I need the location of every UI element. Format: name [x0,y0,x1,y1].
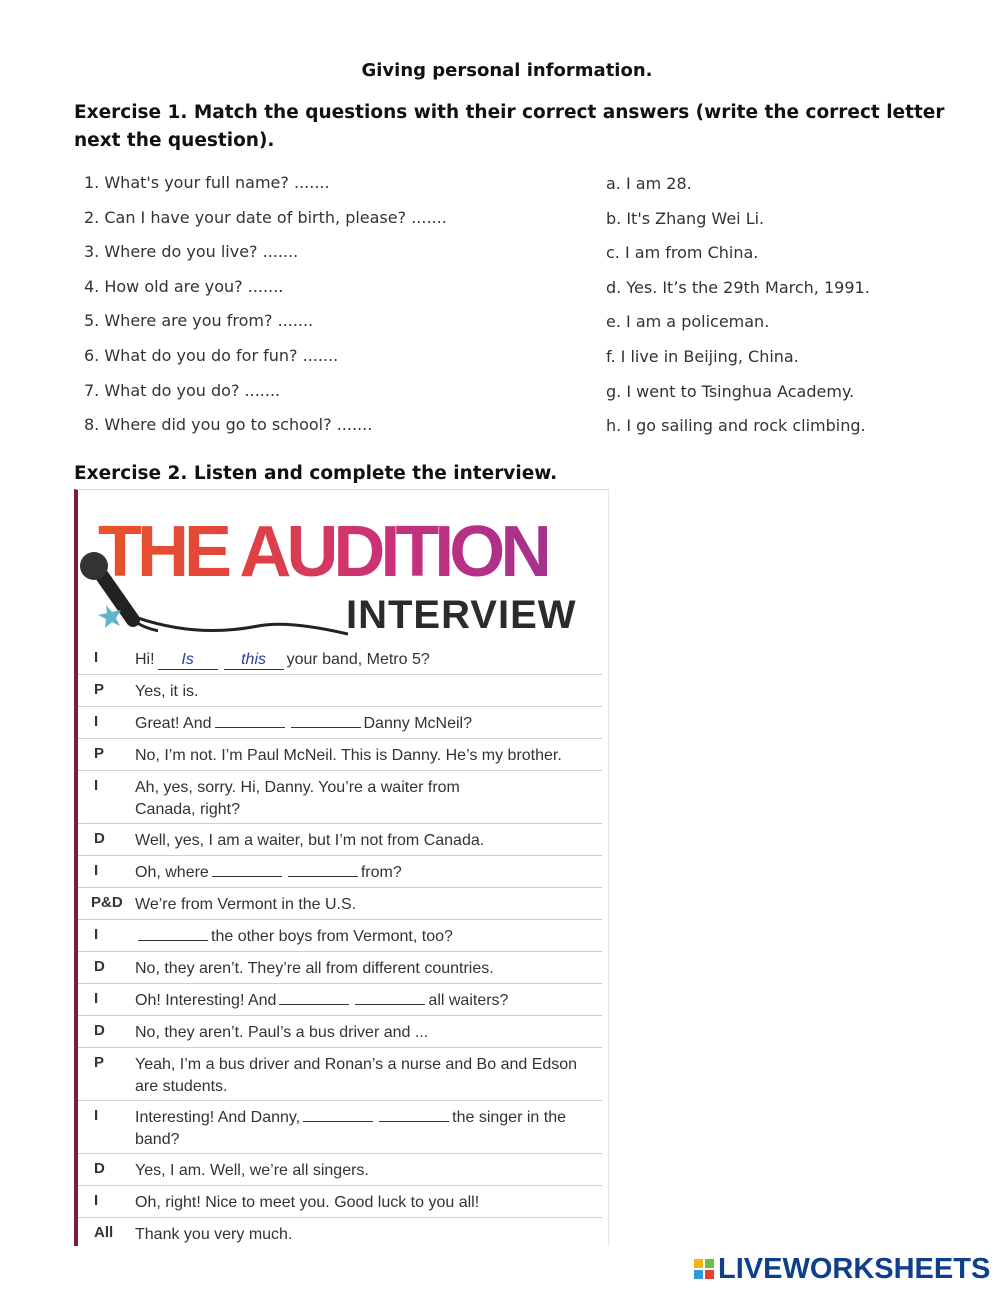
answer-blank[interactable]: this [224,651,284,670]
interview-line: I Interesting! And Danny, the singer in the band? [78,1101,602,1154]
question-item: 1. What's your full name? ....... [84,173,330,192]
question-item: 4. How old are you? ....... [84,276,284,296]
answer-item: a. I am 28. [606,174,692,193]
answer-item: c. I am from China. [606,243,759,263]
interview-line: All Thank you very much. [78,1218,602,1246]
interview-line: P&D We’re from Vermont in the U.S. [78,888,602,920]
answer-blank[interactable] [212,862,282,877]
answer-blank[interactable] [215,713,285,728]
question-item: 8. Where did you go to school? ....... [84,415,373,435]
exercise-2-title: Exercise 2. Listen and complete the interview. [74,463,558,484]
question-item: 7. What do you do? ....... [84,380,281,400]
question-item: 6. What do you do for fun? ....... [84,345,339,365]
interview-line: D Yes, I am. Well, we’re all singers. [78,1154,602,1186]
interview-subtitle: INTERVIEW [346,593,577,637]
interview-line: D No, they aren’t. They’re all from different countries. [78,952,602,984]
interview-line: D No, they aren’t. Paul’s a bus driver and ... [78,1016,602,1048]
interview-line: I the other boys from Vermont, too? [78,920,602,952]
interview-line: I Oh, right! Nice to meet you. Good luck to you all! [78,1186,602,1218]
answer-item: d. Yes. It’s the 29th March, 1991. [606,277,870,297]
answer-blank[interactable] [291,713,361,728]
interview-line: I Ah, yes, sorry. Hi, Danny. You’re a waiter from Canada, right? [78,771,602,824]
mic-cable-icon [138,608,348,638]
question-item: 2. Can I have your date of birth, please? ....... [84,207,447,227]
interview-lines [78,643,602,1246]
interview-line: I Oh, where from? [78,856,602,888]
interview-line: P Yeah, I’m a bus driver and Ronan’s a nurse and Bo and Edson are students. [78,1048,602,1101]
interview-line: P Yes, it is. [78,675,602,707]
answer-item: b. It's Zhang Wei Li. [606,208,765,228]
answer-blank[interactable] [279,990,349,1005]
interview-image [74,489,609,1246]
liveworksheets-icon [694,1259,714,1279]
interview-line: I Oh! Interesting! And all waiters? [78,984,602,1016]
logo-text: LIVEWORKSHEETS [718,1253,991,1285]
answer-list [606,173,986,450]
answer-blank[interactable] [379,1107,449,1122]
interview-line: P No, I’m not. I’m Paul McNeil. This is Danny. He’s my brother. [78,739,602,771]
interview-header [78,490,608,640]
interview-line: D Well, yes, I am a waiter, but I’m not from Canada. [78,824,602,856]
answer-blank[interactable]: Is [158,651,218,670]
interview-line: I Hi! Is this your band, Metro 5? [78,643,602,675]
question-item: 3. Where do you live? ....... [84,242,299,262]
answer-blank[interactable] [288,862,358,877]
interview-line: I Great! And Danny McNeil? [78,707,602,739]
answer-item: e. I am a policeman. [606,312,770,332]
answer-blank[interactable] [138,926,208,941]
exercise-1-title: Exercise 1. Match the questions with their correct answers (write the correct letter next the question). [74,102,945,151]
page-title: Giving personal information. [361,60,653,81]
answer-item: h. I go sailing and rock climbing. [606,416,866,436]
answer-blank[interactable] [303,1107,373,1122]
question-list [84,172,564,449]
answer-item: g. I went to Tsinghua Academy. [606,381,855,401]
audition-title: THE AUDITION [98,512,548,592]
question-item: 5. Where are you from? ....... [84,311,314,331]
answer-item: f. I live in Beijing, China. [606,346,799,366]
answer-blank[interactable] [355,990,425,1005]
